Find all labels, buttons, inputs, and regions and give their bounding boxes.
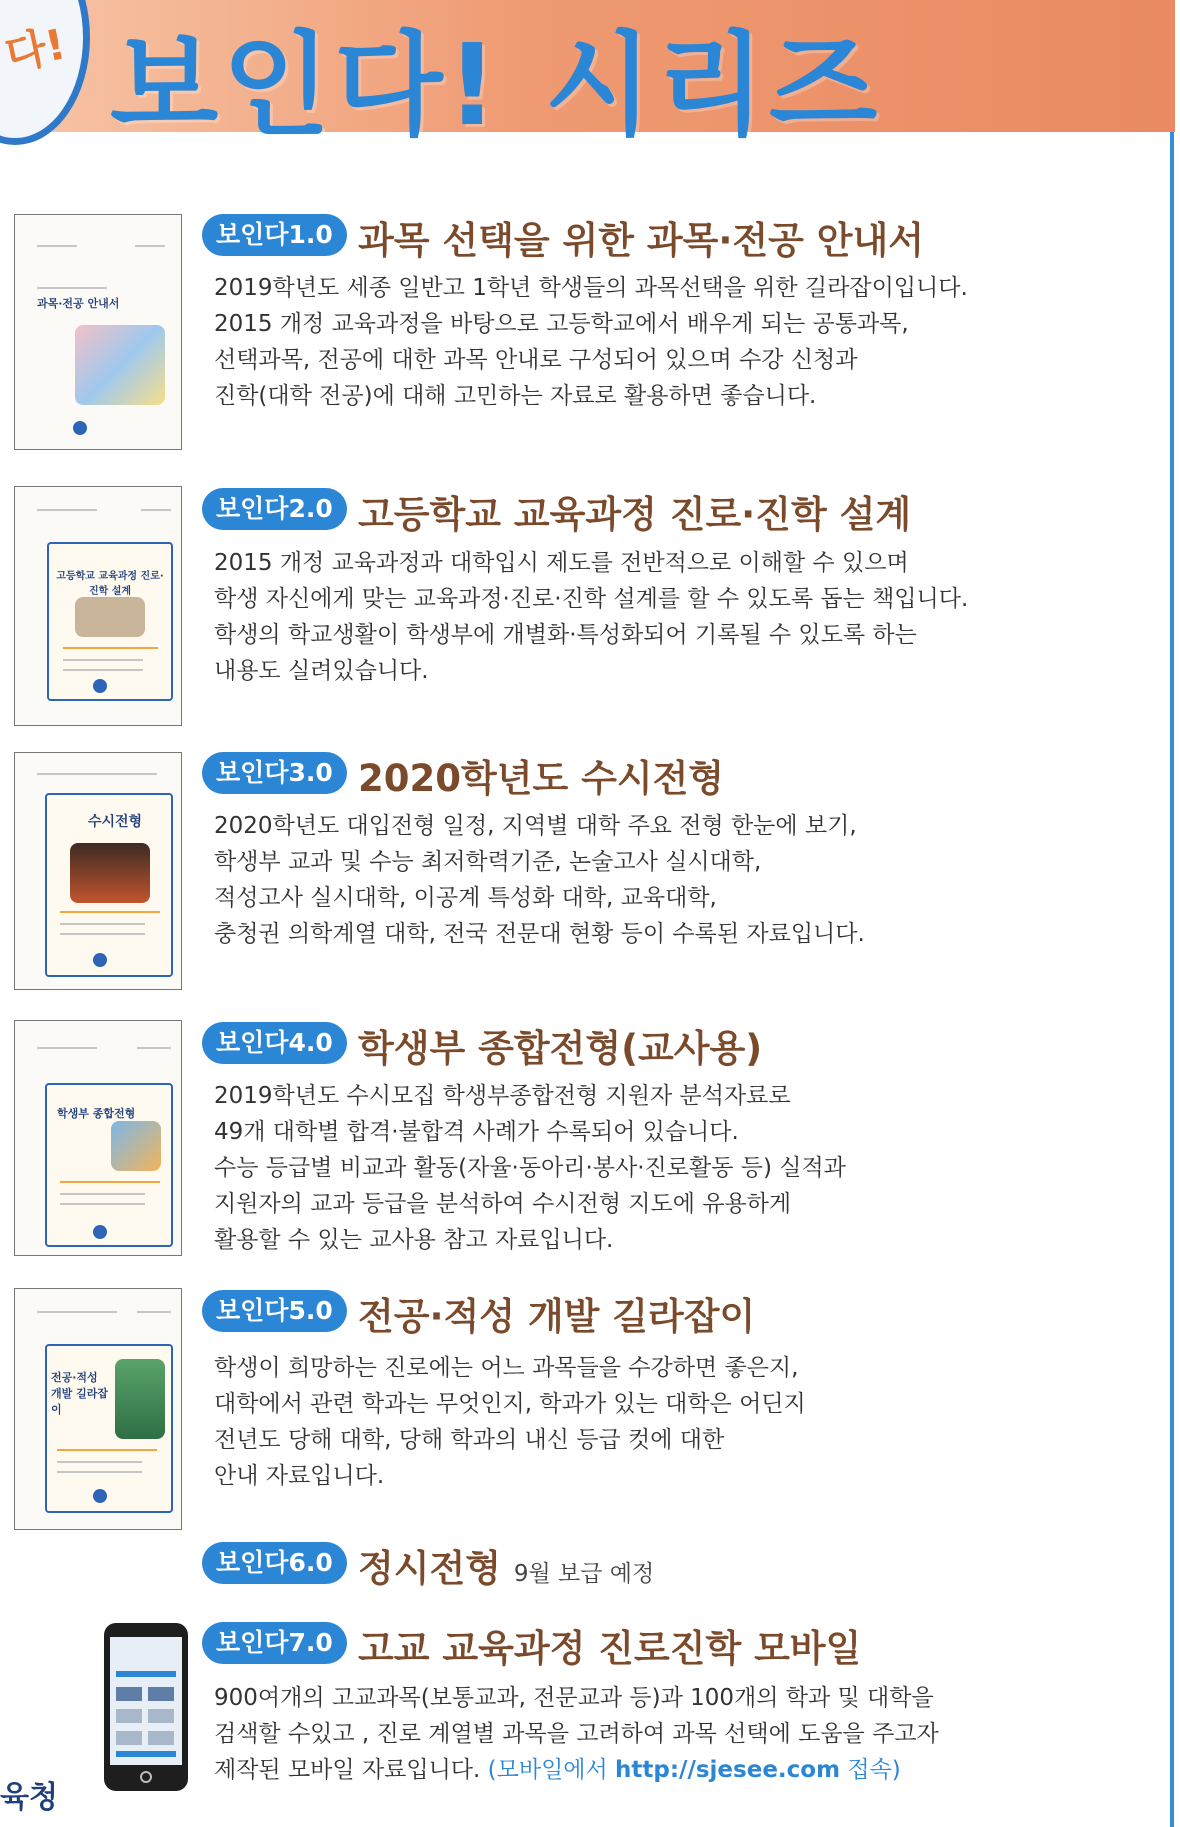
item-description-2 [214, 545, 1014, 689]
book-cover-3 [14, 752, 182, 990]
page-title: 보인다! 시리즈 [110, 21, 882, 151]
series-badge-6: 보인다6.0 [202, 1542, 347, 1584]
series-badge-2: 보인다2.0 [202, 488, 347, 530]
organization-name: 육청 [0, 1780, 58, 1815]
home-button-icon [140, 1771, 152, 1783]
cover-illustration [115, 1359, 165, 1439]
series-badge-1: 보인다1.0 [202, 214, 347, 256]
desc-line: 대학에서 관련 학과는 무엇인지, 학과가 있는 대학은 어딘지 [214, 1391, 806, 1417]
item-title-3: 2020학년도 수시전형 [358, 757, 725, 800]
desc-line: 2019학년도 세종 일반고 1학년 학생들의 과목선택을 위한 길라잡이입니다. [214, 275, 968, 301]
cover-illustration [75, 597, 145, 637]
desc-line: 2020학년도 대입전형 일정, 지역별 대학 주요 전형 한눈에 보기, [214, 813, 857, 839]
item-title-1: 과목 선택을 위한 과목·전공 안내서 [358, 219, 924, 262]
cover-title: 고등학교 교육과정 진로·진학 설계 [56, 571, 164, 597]
series-badge-7: 보인다7.0 [202, 1622, 347, 1664]
item-title-6-text: 정시전형 [358, 1547, 501, 1590]
item-title-6 [358, 1538, 654, 1592]
desc-line: 활용할 수 있는 교사용 참고 자료입니다. [214, 1227, 614, 1253]
desc-line: 선택과목, 전공에 대한 과목 안내로 구성되어 있으며 수강 신청과 [214, 347, 858, 373]
item-description-7 [214, 1680, 1014, 1788]
item-description-3 [214, 808, 1014, 952]
item-description-5 [214, 1350, 1014, 1494]
desc-line: 900여개의 고교과목(보통교과, 전문교과 등)과 100개의 학과 및 대학을 [214, 1685, 934, 1711]
logo-icon [93, 953, 107, 967]
cover-title: 수시전형 [87, 814, 143, 830]
badge-circle [0, 0, 90, 145]
phone-screen [110, 1637, 182, 1765]
book-cover-5 [14, 1288, 182, 1530]
desc-line: 49개 대학별 합격·불합격 사례가 수록되어 있습니다. [214, 1119, 739, 1145]
item-title-2: 고등학교 교육과정 진로·진학 설계 [358, 493, 912, 536]
desc-line: 충청권 의학계열 대학, 전국 전문대 현황 등이 수록된 자료입니다. [214, 921, 865, 947]
desc-line: 2015 개정 교육과정을 바탕으로 고등학교에서 배우게 되는 공통과목, [214, 311, 909, 337]
desc-line: 지원자의 교과 등급을 분석하여 수시전형 지도에 유용하게 [214, 1191, 792, 1217]
desc-line-with-link [214, 1752, 1014, 1788]
cover-title: 과목·전공 안내서 [37, 297, 120, 310]
item-description-4 [214, 1078, 1014, 1258]
desc-line: 안내 자료입니다. [214, 1463, 385, 1489]
book-cover-4 [14, 1020, 182, 1256]
desc-line: 학생이 희망하는 진로에는 어느 과목들을 수강하면 좋은지, [214, 1355, 799, 1381]
desc-line: 2019학년도 수시모집 학생부종합전형 지원자 분석자료로 [214, 1083, 791, 1109]
logo-icon [73, 421, 87, 435]
desc-line: 학생 자신에게 맞는 교육과정·진로·진학 설계를 할 수 있도록 돕는 책입니다. [214, 586, 969, 612]
book-cover-1 [14, 214, 182, 450]
desc-line: 수능 등급별 비교과 활동(자율·동아리·봉사·진로활동 등) 실적과 [214, 1155, 846, 1181]
item-title-7: 고교 교육과정 진로진학 모바일 [358, 1627, 862, 1670]
desc-line: 적성고사 실시대학, 이공계 특성화 대학, 교육대학, [214, 885, 717, 911]
desc-line: 내용도 실려있습니다. [214, 658, 429, 684]
badge-text: 다! [1, 19, 70, 80]
cover-illustration [111, 1121, 161, 1171]
desc-line: 학생부 교과 및 수능 최저학력기준, 논술고사 실시대학, [214, 849, 762, 875]
series-badge-5: 보인다5.0 [202, 1290, 347, 1332]
cover-illustration [70, 843, 150, 903]
desc-line: 검색할 수있고 , 진로 계열별 과목을 고려하여 과목 선택에 도움을 주고자 [214, 1721, 939, 1747]
cover-illustration [75, 325, 165, 405]
release-note: 9월 보급 예정 [513, 1561, 655, 1587]
desc-line: 진학(대학 전공)에 대해 고민하는 자료로 활용하면 좋습니다. [214, 383, 817, 409]
item-title-5: 전공·적성 개발 길라잡이 [358, 1295, 756, 1338]
mobile-site-link[interactable]: (모바일에서 http://sjesee.com 접속) [487, 1757, 901, 1783]
item-description-1 [214, 270, 1014, 414]
right-border [1170, 132, 1174, 1827]
site-url[interactable]: http://sjesee.com [615, 1757, 841, 1783]
logo-icon [93, 679, 107, 693]
series-badge-3: 보인다3.0 [202, 752, 347, 794]
cover-title: 학생부 종합전형 [57, 1107, 136, 1120]
logo-icon [93, 1489, 107, 1503]
item-title-4: 학생부 종합전형(교사용) [358, 1027, 763, 1070]
desc-line: 학생의 학교생활이 학생부에 개별화·특성화되어 기록될 수 있도록 하는 [214, 622, 917, 648]
logo-icon [93, 1225, 107, 1239]
header-banner [0, 0, 1175, 151]
desc-line: 전년도 당해 대학, 당해 학과의 내신 등급 컷에 대한 [214, 1427, 725, 1453]
desc-line-text: 제작된 모바일 자료입니다. [214, 1757, 481, 1783]
desc-line: 2015 개정 교육과정과 대학입시 제도를 전반적으로 이해할 수 있으며 [214, 550, 909, 576]
book-cover-2 [14, 486, 182, 726]
cover-title: 전공·적성 개발 길라잡이 [51, 1371, 108, 1416]
mobile-phone-image [104, 1623, 188, 1791]
series-badge-4: 보인다4.0 [202, 1022, 347, 1064]
